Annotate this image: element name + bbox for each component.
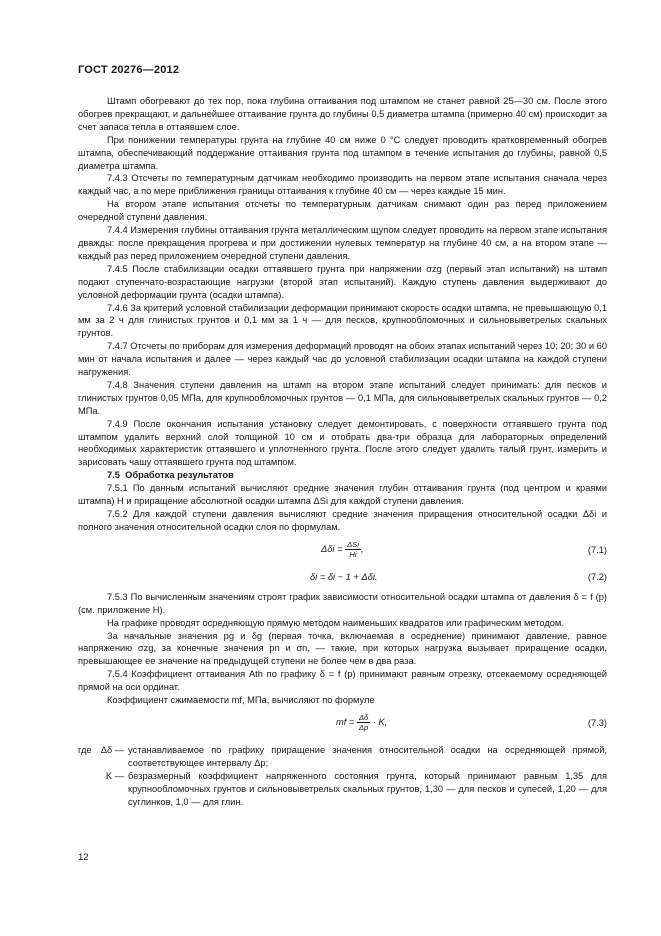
paragraph: Штамп обогревают до тех пор, пока глубина оттаивания под штампом не станет равной 25—30 см. После этого обогрев прекращают, и дальнейшее оттаивание грунта до глубины 0,5 диаметра штампа (примерно 40 см) происходит за счет запаса тепла в оттаявшем слое. bbox=[78, 96, 607, 132]
paragraph: 7.4.5 После стабилизации осадки оттаявшего грунта при напряжении σzg (первый этап испытаний) на штамп подают ступенчато-возрастающие нагрузки (второй этап испытаний). Каждую ступень давления выдерживают до условной деформации грунта (осадки штампа). bbox=[78, 263, 607, 300]
formula-expression bbox=[321, 540, 364, 559]
paragraph: За начальные значения pg и δg (первая точка, включаемая в осреднение) принимают давление, равное напряжению σzg, за конечные значения pn и σn, — такие, при которых нагрузка вызывает приращение осадки, превышающее ее значение на предыдущей ступени не более чем в два раза. bbox=[78, 630, 607, 667]
paragraph: 7.5.3 По вычисленным значениям строят график зависимости относительной осадки штампа от давления δ = f (p) (см. приложение Н). bbox=[78, 591, 607, 615]
fraction-numerator: ΔSi bbox=[347, 539, 359, 549]
paragraph: На графике проводят осредняющую прямую методом наименьших квадратов или графическим методом. bbox=[107, 617, 564, 628]
formula-lhs: mf = bbox=[336, 716, 355, 727]
document-body bbox=[78, 95, 607, 809]
formula-7-2 bbox=[78, 571, 607, 589]
paragraph: 7.5.1 По данным испытаний вычисляют средние значения глубин оттаивания грунта (под центром и краями штампа) H и приращение абсолютной осадки штампа ΔSi для каждой ступени давления. bbox=[78, 483, 607, 507]
legend-term: K — bbox=[105, 770, 124, 781]
legend-row bbox=[78, 744, 607, 770]
legend-term: Δδ — bbox=[100, 744, 124, 755]
formula-7-3 bbox=[78, 713, 607, 738]
section-heading bbox=[78, 469, 607, 482]
paragraph: 7.4.6 За критерий условной стабилизации деформации принимают скорость осадки штампа, не превышающую 0,1 мм за 2 ч для глинистых грунтов и 0,1 мм за 1 ч — для песков, крупнообломочных и сильновыветрелых скальных грунтов. bbox=[78, 302, 607, 339]
legend-intro: где bbox=[78, 744, 92, 755]
paragraph: 7.4.8 Значения ступени давления на штамп на втором этапе испытаний следует принимать: для песков и глинистых грунтов 0,05 МПа, для крупнообломочных грунтов — 0,1 МПа, для сильновыветрелых скальных грунтов — 0,2 МПа. bbox=[78, 379, 607, 416]
document-header: ГОСТ 20276—2012 bbox=[78, 64, 180, 76]
paragraph: 7.4.4 Измерения глубины оттаивания грунта металлическим щупом следует проводить на первом этапе испытания дважды: после прекращения прогрева и при достижении нулевых температур на глубине 40 см, а на втором этапе — каждый раз перед приложением очередной ступени давления. bbox=[78, 225, 607, 261]
paragraph: 7.4.7 Отсчеты по приборам для измерения деформаций проводят на обоих этапах испытаний через 10; 20; 30 и 60 мин от начала испытания и далее — через каждый час до условной стабилизации осадки штампа на каждой ступени нагружения. bbox=[78, 341, 607, 378]
formula-tail: , bbox=[360, 543, 364, 554]
formula-expression bbox=[336, 713, 387, 732]
paragraph: 7.5.2 Для каждой ступени давления вычисляют средние значения приращения относительной осадки Δδi и полного значения относительной осадки слоя по формулам. bbox=[78, 509, 607, 532]
fraction-denominator: Δp bbox=[358, 722, 369, 732]
legend-description: безразмерный коэффициент напряженного состояния грунта, который принимают равным 1,35 для крупнообломочных грунтов и сильновыветрелых скальных грунтов, 1,30 — для песков и супесей, 1,20 — для суглинков, 1,0 — для глин. bbox=[128, 770, 607, 807]
formula-number: (7.1) bbox=[587, 544, 607, 555]
paragraph: При понижении температуры грунта на глубине 40 см ниже 0 °С следует проводить кратковременный обогрев штампа, обеспечивающий поддержание оттаивания грунта под штампом в течение испытания до глубины, равной 0,5 диаметра штампа. bbox=[78, 134, 607, 171]
legend-description: устанавливаемое по графику приращение значения относительной осадки на осредняющей прямой, соответствующее интервалу Δp; bbox=[128, 744, 607, 768]
formula-expression: δi = δi − 1 + Δδi. bbox=[310, 571, 378, 582]
paragraph: Коэффициент сжимаемости mf, МПа, вычисляют по формуле bbox=[107, 695, 375, 706]
formula-number: (7.3) bbox=[587, 717, 607, 728]
section-title: Обработка результатов bbox=[125, 470, 234, 481]
paragraph: На втором этапе испытания отсчеты по температурным датчикам снимают один раз перед приложением очередной ступени давления. bbox=[78, 199, 607, 223]
fraction-numerator: Δδ bbox=[358, 712, 369, 722]
section-number: 7.5 bbox=[107, 470, 120, 481]
paragraph: 7.4.3 Отсчеты по температурным датчикам необходимо производить на первом этапе испытания сначала через каждый час, а по мере приближения границы оттаивания к глубине 40 см — через каждые 15 мин. bbox=[78, 173, 607, 197]
formula-fraction bbox=[357, 713, 370, 732]
paragraph: 7.4.9 После окончания испытания установку следует демонтировать, с поверхности оттаявшего грунта под штампом удалить верхний слой толщиной 10 см и отобрать два-три образца для лабораторных определений необходимых характеристик оттаявшего и уплотненного грунта. После этого следует удалить талый грунт, измерить и зарисовать чашу оттаявшего грунта под штампом. bbox=[78, 418, 607, 468]
fraction-denominator: Hi bbox=[349, 549, 357, 559]
legend-row bbox=[78, 770, 607, 809]
paragraph: 7.5.4 Коэффициент оттаивания Ath по графику δ = f (p) принимают равным отрезку, отсекаемому осредняющей прямой на оси ординат. bbox=[78, 669, 607, 693]
formula-fraction bbox=[345, 540, 361, 559]
formula-7-1 bbox=[78, 540, 607, 565]
formula-tail: · K, bbox=[372, 716, 388, 727]
where-legend bbox=[78, 744, 607, 809]
formula-number: (7.2) bbox=[587, 571, 607, 582]
page-number: 12 bbox=[78, 852, 89, 863]
formula-lhs: Δδi = bbox=[321, 543, 343, 554]
